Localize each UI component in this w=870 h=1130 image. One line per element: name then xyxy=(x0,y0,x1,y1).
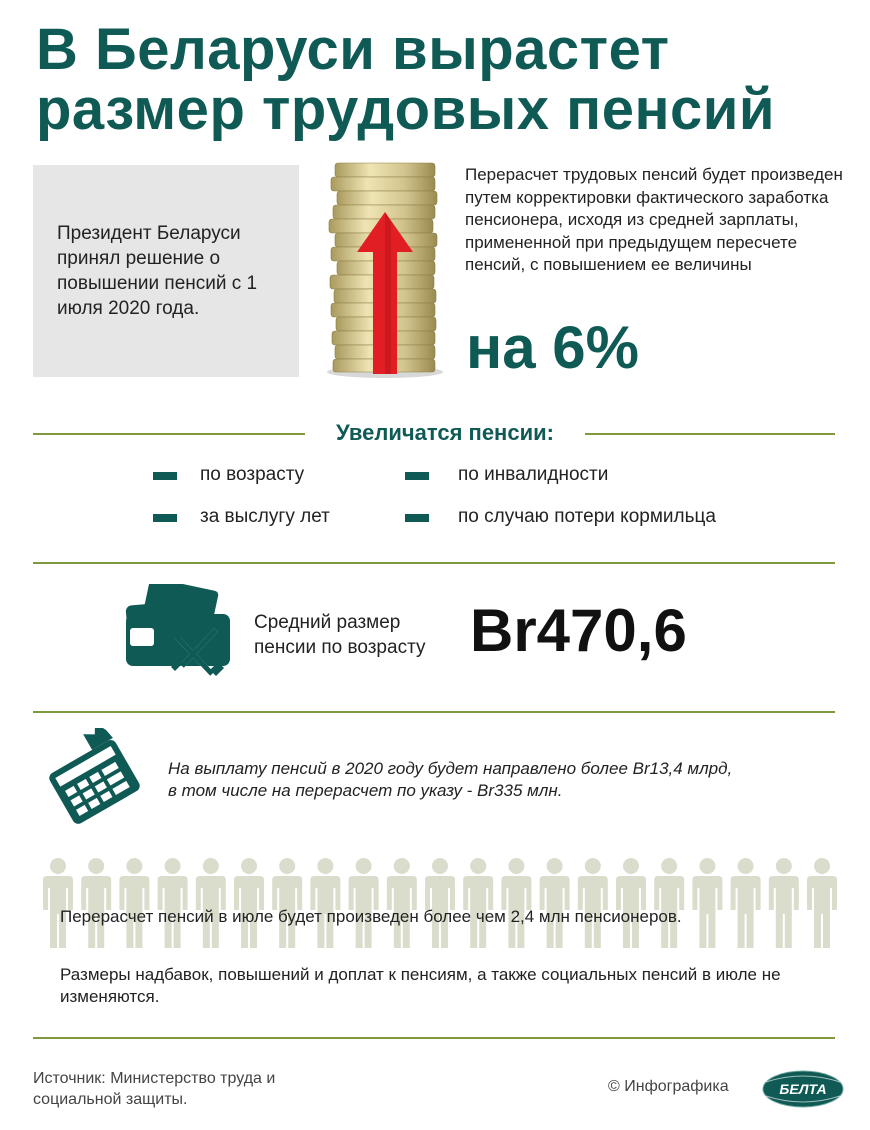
pensioners-text: Перерасчет пенсий в июле будет произведен более чем 2,4 млн пенсионеров. xyxy=(60,907,682,926)
section-divider xyxy=(33,1037,835,1039)
person-figure xyxy=(501,858,531,948)
title-line-1: В Беларуси вырастет xyxy=(36,17,670,82)
person-figure xyxy=(196,858,226,948)
person-figure xyxy=(119,858,149,948)
intro-text: Президент Беларуси принял решение о повышении пенсий с 1 июля 2020 года. xyxy=(57,223,258,319)
person-figure xyxy=(578,858,608,948)
list-item: по инвалидности xyxy=(458,464,609,485)
wallet-icon xyxy=(124,584,236,680)
bullet-marker xyxy=(153,472,177,480)
person-figure xyxy=(158,858,188,948)
source-line-2: социальной защиты. xyxy=(33,1091,188,1108)
person-figure xyxy=(616,858,646,948)
person-figure xyxy=(692,858,722,948)
belta-logo xyxy=(762,1070,844,1108)
increase-title: Увеличатся пенсии: xyxy=(305,419,585,447)
page-title xyxy=(36,17,856,142)
person-figure xyxy=(81,858,111,948)
person-figure xyxy=(463,858,493,948)
source-text xyxy=(33,1068,353,1110)
credit-text: © Инфографика xyxy=(608,1078,729,1095)
people-figures-icon xyxy=(40,858,840,950)
person-figure xyxy=(807,858,837,948)
bullet-marker xyxy=(405,514,429,522)
title-line-2: размер трудовых пенсий xyxy=(36,77,776,142)
average-label-line-2: пенсии по возрасту xyxy=(254,637,426,658)
list-item: по случаю потери кормильца xyxy=(458,506,716,527)
person-figure xyxy=(425,858,455,948)
list-item: за выслугу лет xyxy=(200,506,330,527)
person-figure xyxy=(272,858,302,948)
person-figure xyxy=(769,858,799,948)
average-label-line-1: Средний размер xyxy=(254,612,401,633)
bullet-marker xyxy=(405,472,429,480)
list-item: по возрасту xyxy=(200,464,305,485)
average-pension-label xyxy=(254,610,425,660)
calculator-icon xyxy=(42,728,160,834)
person-figure xyxy=(234,858,264,948)
section-divider xyxy=(33,711,835,713)
person-figure xyxy=(349,858,379,948)
average-pension-value: Br470,6 xyxy=(470,597,687,664)
payment-line-2: в том числе на перерасчет по указу - Br335 млн. xyxy=(168,781,563,800)
recalc-text: Перерасчет трудовых пенсий будет произведен путем корректировки фактического заработка пенсионера, исходя из средней зарплаты, примененной при предыдущем пересчете пенсий, с повышением ее величины xyxy=(465,165,843,274)
person-figure xyxy=(540,858,570,948)
person-figure xyxy=(43,858,73,948)
section-divider xyxy=(33,562,835,564)
percent-increase: на 6% xyxy=(466,314,639,381)
bullet-marker xyxy=(153,514,177,522)
logo-text: БЕЛТА xyxy=(779,1081,827,1097)
person-figure xyxy=(310,858,340,948)
person-figure xyxy=(654,858,684,948)
person-figure xyxy=(731,858,761,948)
payment-text xyxy=(168,758,848,802)
coin-stack-icon xyxy=(325,160,445,380)
person-figure xyxy=(387,858,417,948)
payment-line-1: На выплату пенсий в 2020 году будет направлено более Br13,4 млрд, xyxy=(168,759,733,778)
note-text: Размеры надбавок, повышений и доплат к пенсиям, а также социальных пенсий в июле не изменяются. xyxy=(60,965,781,1006)
source-line-1: Источник: Министерство труда и xyxy=(33,1070,276,1087)
